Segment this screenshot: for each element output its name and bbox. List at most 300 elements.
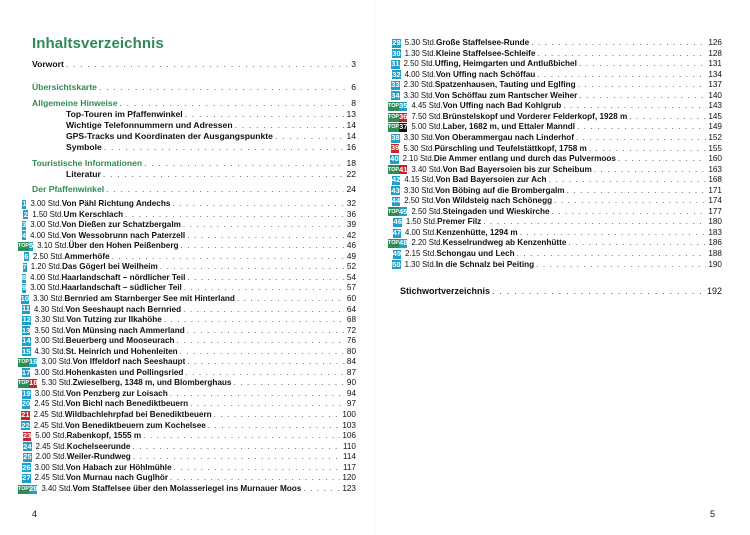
leader-dots [177, 336, 345, 346]
tour-number-badge: 20 [21, 399, 31, 409]
toc-entry[interactable] [32, 183, 356, 195]
toc-entry-page: 6 [351, 82, 356, 92]
tour-duration: 1.30 Std. [404, 259, 436, 269]
leader-dots [133, 452, 341, 462]
tour-page: 145 [708, 111, 722, 121]
tour-row[interactable] [388, 175, 722, 185]
toc-entry-label: Allgemeine Hinweise [32, 98, 118, 108]
tour-row[interactable] [388, 196, 722, 206]
tour-number-badge: 4 [21, 230, 27, 240]
tour-row[interactable] [18, 473, 356, 483]
tour-number-badge: 48 [398, 238, 408, 248]
tour-row[interactable] [18, 336, 356, 346]
tour-page: 174 [708, 196, 722, 206]
tour-row[interactable] [388, 91, 722, 101]
leader-dots [567, 186, 707, 196]
leader-dots [563, 101, 706, 111]
tour-row[interactable] [18, 241, 356, 251]
leader-dots [629, 112, 706, 122]
tour-name: Haarlandschaft – nördlicher Teil [61, 272, 186, 282]
tour-page: 114 [342, 452, 356, 462]
tour-duration: 2.10 Std. [402, 154, 434, 164]
top-tour-badge: TOP [18, 359, 29, 366]
tour-duration: 3.00 Std. [30, 283, 62, 293]
tour-number-badge: 39 [390, 143, 400, 153]
tour-duration: 4.45 Std. [411, 101, 443, 111]
tour-name: Beuerberg und Mooseurach [65, 336, 175, 346]
leader-dots [537, 70, 706, 80]
toc-entry-page: 24 [346, 184, 356, 194]
tour-row[interactable] [388, 133, 722, 143]
toc-entry-page: 3 [351, 59, 356, 69]
tour-page: 32 [346, 199, 356, 208]
leader-dots [184, 283, 345, 293]
tour-name: Kenzenhütte, 1294 m [436, 227, 518, 237]
leader-dots [576, 133, 706, 143]
tour-page: 60 [346, 293, 356, 303]
tour-page: 72 [346, 325, 356, 335]
leader-dots [568, 238, 706, 248]
tour-duration: 2.20 Std. [411, 238, 443, 248]
tour-number-badge: 18 [28, 378, 38, 388]
tour-duration: 3.00 Std. [34, 336, 66, 346]
tour-page: 128 [708, 48, 722, 58]
tour-page: 134 [708, 69, 722, 79]
page-left [18, 0, 360, 535]
tour-row[interactable] [18, 262, 356, 272]
tour-name: Von Schöffau zum Rantscher Weiher [434, 90, 578, 100]
tour-duration: 3.00 Std. [30, 220, 62, 230]
tour-name: Von Seeshaupt nach Bernried [65, 304, 182, 314]
top-tour-badge: TOP [388, 208, 399, 215]
tour-name: Große Staffelsee-Runde [435, 38, 530, 47]
tour-name: In die Schnalz bei Peiting [435, 259, 535, 269]
tour-row[interactable] [388, 144, 722, 154]
tour-number-badge: 29 [392, 37, 401, 47]
tour-page: 68 [346, 315, 356, 325]
tour-page: 64 [346, 304, 356, 314]
tour-number-badge: 5 [28, 241, 34, 251]
tour-page: 87 [346, 367, 356, 377]
tour-duration: 2.50 Std. [411, 206, 443, 216]
tour-row[interactable] [388, 165, 722, 175]
tour-duration: 3.00 Std. [30, 199, 62, 208]
tour-row[interactable] [18, 294, 356, 304]
tour-duration: 5.30 Std. [403, 143, 435, 153]
toc-entry-page: 18 [346, 158, 356, 168]
leader-dots [106, 183, 344, 195]
tour-number-badge: 28 [28, 483, 38, 493]
leader-dots [589, 144, 707, 154]
tour-number-badge: 30 [392, 48, 401, 58]
tour-page: 117 [342, 462, 356, 472]
tour-row[interactable] [388, 260, 722, 270]
tour-row[interactable] [18, 347, 356, 357]
tour-row[interactable] [18, 326, 356, 336]
tour-duration: 3.40 Std. [41, 483, 73, 493]
tour-number-badge: 26 [22, 462, 31, 472]
gutter-shadow [374, 0, 376, 535]
tour-duration: 3.30 Std. [33, 293, 65, 303]
top-tour-badge: TOP [18, 485, 29, 492]
toc-entry-label: GPS-Tracks und Koordinaten der Ausgangspunkte [66, 131, 273, 141]
tour-page: 103 [342, 420, 356, 430]
tour-duration: 3.10 Std. [37, 241, 69, 251]
tour-row[interactable] [388, 101, 722, 111]
leader-dots [549, 175, 707, 185]
tour-duration: 3.00 Std. [34, 388, 66, 398]
tour-duration: 2.45 Std. [34, 473, 66, 483]
tour-number-badge: 24 [23, 441, 32, 451]
tour-row[interactable] [388, 80, 722, 90]
toc-entry-label: Stichwortverzeichnis [400, 286, 491, 296]
leader-dots [170, 473, 340, 483]
tour-page: 84 [346, 357, 356, 367]
tour-page: 49 [346, 251, 356, 261]
tour-row[interactable] [18, 252, 356, 262]
tour-page: 188 [708, 249, 722, 258]
leader-dots [112, 252, 345, 262]
tour-number-badge: 23 [22, 431, 32, 441]
tour-page: 123 [342, 483, 356, 493]
tour-row[interactable] [388, 59, 722, 69]
leader-dots [174, 463, 341, 473]
tour-row[interactable] [388, 217, 722, 227]
tour-name: Von Wessobrunn nach Paterzell [61, 230, 186, 240]
tour-row[interactable] [18, 273, 356, 283]
leader-dots [483, 217, 706, 227]
tour-page: 190 [708, 259, 722, 269]
tour-name: Ammerhöfe [64, 251, 110, 261]
tour-duration: 3.30 Std. [34, 315, 67, 325]
tour-page: 97 [346, 399, 356, 409]
tour-name: Uffing, Heimgarten und Antlußbichel [434, 59, 577, 69]
toc-entry-page: 14 [346, 120, 356, 130]
tour-number-badge: 37 [398, 122, 408, 132]
tour-page: 137 [708, 80, 722, 90]
tour-name: Von Uffing nach Schöffau [435, 69, 536, 79]
tour-page: 90 [346, 378, 356, 388]
toc-entry-label: Top-Touren im Pfaffenwinkel [66, 109, 183, 119]
leader-dots [618, 154, 706, 164]
leader-dots [125, 210, 345, 220]
toc-entry-label: Symbole [66, 142, 102, 152]
tour-number-badge: 13 [21, 325, 31, 335]
tour-row[interactable] [18, 410, 356, 420]
tour-row[interactable] [388, 154, 722, 164]
toc-entry-label: Vorwort [32, 59, 64, 69]
leader-dots [214, 410, 341, 420]
tour-name: Premer Filz [437, 217, 482, 227]
tour-duration: 2.00 Std. [35, 452, 67, 462]
leader-dots [237, 294, 345, 304]
tour-page: 100 [342, 410, 356, 419]
toc-entry-label: Literatur [66, 169, 101, 179]
tour-row[interactable] [388, 186, 722, 196]
tour-row[interactable] [18, 378, 356, 388]
tour-row[interactable] [18, 484, 356, 494]
tour-row[interactable] [388, 207, 722, 217]
tour-row[interactable] [18, 357, 356, 367]
tour-number-badge: 22 [21, 420, 30, 430]
tour-name: Von Bichl nach Benediktbeuern [65, 399, 189, 409]
tour-row[interactable] [18, 399, 356, 409]
tour-name: Von Iffeldorf nach Seeshaupt [72, 357, 186, 367]
tour-page: 149 [708, 122, 722, 132]
tour-number-badge: 41 [398, 164, 408, 174]
tour-name: Bernried am Starnberger See mit Hinterland [64, 293, 235, 303]
tour-page: 143 [708, 101, 722, 111]
tour-number-badge: 16 [28, 357, 38, 367]
tour-number-badge: 6 [24, 251, 29, 261]
toc-entry-page: 14 [346, 131, 356, 141]
leader-dots [187, 357, 345, 367]
tour-row[interactable] [18, 210, 356, 220]
tour-number-badge: 3 [21, 220, 27, 230]
leader-dots [537, 49, 706, 59]
tour-duration: 3.30 Std. [403, 185, 436, 195]
tour-number-badge: 50 [392, 259, 401, 269]
tour-number-badge: 46 [393, 217, 402, 227]
tour-row[interactable] [18, 389, 356, 399]
tour-page: 39 [346, 220, 356, 230]
tour-name: Haarlandschaft – südlicher Teil [61, 283, 182, 293]
tour-name: Von Pähl Richtung Andechs [61, 199, 171, 208]
tour-number-badge: 32 [392, 69, 401, 79]
leader-dots [66, 58, 349, 70]
tour-duration: 4.00 Std. [30, 230, 62, 240]
leader-dots [233, 378, 344, 388]
tour-number-badge: 42 [391, 175, 401, 185]
tour-row[interactable] [18, 283, 356, 293]
toc-entry[interactable] [66, 141, 356, 153]
tour-name: Wildbachlehrpfad bei Benediktbeuern [64, 410, 212, 419]
leader-dots [183, 305, 345, 315]
tour-page: 171 [708, 185, 722, 195]
tour-page: 180 [708, 217, 722, 227]
tour-duration: 1.50 Std. [32, 209, 64, 219]
tour-duration: 4.00 Std. [404, 69, 436, 79]
toc-entry-page: 8 [351, 98, 356, 108]
tour-name: Die Ammer entlang und durch das Pulvermoos [433, 154, 616, 164]
tour-row[interactable] [388, 49, 722, 59]
tour-page: 177 [708, 206, 722, 216]
tour-duration: 2.50 Std. [32, 251, 65, 261]
tour-row[interactable] [18, 463, 356, 473]
tour-duration: 2.45 Std. [33, 410, 65, 419]
tour-name: Von Murnau nach Guglhör [65, 473, 169, 483]
tour-number-badge: 17 [21, 367, 31, 377]
tour-number-badge: 25 [23, 452, 32, 462]
toc-entry-page: 22 [346, 169, 356, 179]
toc-entry-label: Übersichtskarte [32, 82, 97, 92]
tour-number-badge: 40 [390, 154, 399, 164]
tour-row[interactable] [18, 315, 356, 325]
tour-number-badge: 10 [20, 293, 30, 303]
leader-dots [172, 199, 344, 209]
tour-duration: 3.00 Std. [41, 357, 73, 367]
tour-number-badge: 35 [398, 101, 408, 111]
tour-duration: 2.45 Std. [33, 420, 65, 430]
tour-duration: 3.40 Std. [411, 164, 443, 174]
leader-dots [160, 262, 345, 272]
leader-dots [180, 347, 345, 357]
tour-name: Von Uffing nach Bad Kohlgrub [442, 101, 562, 111]
top-tour-badge: TOP [18, 243, 29, 250]
tour-page: 110 [342, 441, 356, 451]
tour-name: Von Benediktbeuern zum Kochelsee [64, 420, 206, 430]
tour-duration: 4.15 Std. [404, 175, 436, 185]
tour-row[interactable] [388, 228, 722, 238]
tour-name: Von Penzberg zur Loisach [65, 388, 168, 398]
tour-name: Kesselrundweg ab Kenzenhütte [442, 238, 567, 248]
tour-duration: 3.50 Std. [34, 325, 66, 335]
leader-dots [187, 326, 345, 336]
leader-dots [99, 81, 349, 93]
leader-dots [185, 368, 344, 378]
tour-duration: 5.00 Std. [35, 431, 67, 441]
tour-page: 186 [708, 238, 722, 248]
tour-row[interactable] [388, 249, 722, 259]
tour-page: 126 [708, 38, 722, 47]
toc-entry-index[interactable] [400, 285, 722, 297]
toc-entry-page: 13 [346, 109, 356, 119]
top-tour-badge: TOP [388, 103, 399, 110]
tour-row[interactable] [18, 442, 356, 452]
tour-page: 168 [708, 175, 722, 185]
toc-entry[interactable] [66, 168, 356, 180]
tour-number-badge: 7 [22, 262, 27, 272]
tour-name: Kleine Staffelsee-Schleife [435, 48, 536, 58]
tour-duration: 3.30 Std. [403, 132, 435, 142]
tour-page: 57 [346, 283, 356, 293]
tour-duration: 2.45 Std. [34, 399, 66, 409]
tour-row[interactable] [18, 452, 356, 462]
tour-row[interactable] [18, 231, 356, 241]
tour-number-badge: 47 [392, 227, 402, 237]
tour-name: Kochelseerunde [66, 441, 131, 451]
tour-number-badge: 33 [391, 80, 400, 90]
tour-name: Hohenkasten und Pollingsried [65, 367, 184, 377]
tour-page: 131 [708, 59, 722, 69]
tour-name: Von Bad Bayersoien zur Ach [435, 175, 547, 185]
tour-row[interactable] [388, 122, 722, 132]
tour-duration: 5.00 Std. [411, 122, 443, 132]
tour-page: 140 [708, 90, 722, 100]
leader-dots [187, 273, 345, 283]
tour-name: Zwieselberg, 1348 m, und Blomberghaus [72, 378, 232, 388]
leader-dots [517, 249, 707, 259]
tour-row[interactable] [18, 220, 356, 230]
top-tour-badge: TOP [388, 113, 399, 120]
tour-duration: 5.30 Std. [41, 378, 73, 388]
leader-dots [143, 431, 340, 441]
page-number-left: 4 [32, 509, 38, 519]
tour-page: 160 [708, 154, 722, 164]
tour-row[interactable] [18, 368, 356, 378]
leader-dots [187, 231, 345, 241]
leader-dots [104, 141, 345, 153]
tour-row[interactable] [388, 70, 722, 80]
toc-entry-label: Wichtige Telefonnummern und Adressen [66, 120, 233, 130]
top-tour-badge: TOP [388, 240, 399, 247]
top-tour-badge: TOP [388, 124, 399, 131]
tour-page: 183 [708, 227, 722, 237]
tour-name: Pürschling und Teufelstättkopf, 1758 m [434, 143, 587, 153]
tour-row[interactable] [18, 421, 356, 431]
tour-number-badge: 19 [22, 388, 31, 398]
tour-duration: 2.15 Std. [405, 249, 437, 258]
tour-duration: 4.00 Std. [30, 272, 62, 282]
top-tour-badge: TOP [18, 380, 29, 387]
tour-duration: 5.30 Std. [404, 38, 436, 47]
tour-page: 46 [346, 241, 356, 251]
toc-entry[interactable] [32, 81, 356, 93]
tour-page: 52 [346, 262, 356, 272]
tour-number-badge: 27 [22, 473, 31, 483]
tour-name: Von Tutzing zur Ilkahöhe [66, 315, 162, 325]
tour-duration: 1.50 Std. [405, 217, 438, 227]
tour-name: Weiler-Rundweg [66, 452, 131, 462]
tour-duration: 3.00 Std. [34, 462, 66, 472]
tour-row[interactable] [18, 305, 356, 315]
tour-row[interactable] [388, 38, 722, 48]
tour-name: Vom Staffelsee über den Molasseriegel ins Murnauer Moos [72, 483, 302, 493]
tour-duration: 2.50 Std. [403, 59, 435, 69]
tour-row[interactable] [18, 199, 356, 209]
leader-dots [183, 220, 345, 230]
leader-dots [164, 315, 345, 325]
leader-dots [554, 196, 706, 206]
leader-dots [536, 260, 706, 270]
tour-number-badge: 36 [398, 111, 408, 121]
tour-number-badge: 21 [21, 409, 30, 419]
tour-name: Von Dießen zur Schatzbergalm [61, 220, 181, 230]
tour-number-badge: 8 [21, 272, 27, 282]
tour-name: Brünstelskopf und Vorderer Felderkopf, 1928 m [442, 111, 628, 121]
tour-number-badge: 9 [21, 283, 27, 293]
tour-name: Von Habach zur Höhlmühle [65, 462, 172, 472]
leader-dots [208, 421, 341, 431]
tour-page: 80 [346, 346, 356, 356]
tour-row[interactable] [388, 112, 722, 122]
tour-number-badge: 1 [22, 198, 27, 208]
tour-number-badge: 45 [398, 206, 408, 216]
tour-duration: 2.30 Std. [403, 80, 435, 90]
tour-name: Steingaden und Wieskirche [442, 206, 550, 216]
tour-number-badge: 38 [391, 132, 400, 142]
toc-entry[interactable] [32, 58, 356, 70]
leader-dots [181, 241, 345, 251]
tour-name: Von Bad Bayersoien bis zur Scheibum [442, 164, 592, 174]
tour-row[interactable] [18, 431, 356, 441]
tour-name: Von Böbing auf die Brombergalm [435, 185, 565, 195]
tour-page: 163 [708, 164, 722, 174]
tour-page: 94 [346, 388, 356, 398]
tour-duration: 1.20 Std. [30, 262, 62, 272]
tour-duration: 4.30 Std. [34, 304, 66, 314]
tour-page: 42 [346, 230, 356, 240]
leader-dots [552, 207, 707, 217]
page-right [388, 0, 732, 535]
tour-number-badge: 14 [22, 336, 31, 346]
tour-name: Rabenkopf, 1555 m [66, 431, 142, 441]
tour-number-badge: 34 [391, 90, 400, 100]
tour-number-badge: 31 [391, 59, 400, 69]
tour-row[interactable] [388, 238, 722, 248]
tour-duration: 2.45 Std. [35, 441, 67, 451]
leader-dots [170, 389, 345, 399]
